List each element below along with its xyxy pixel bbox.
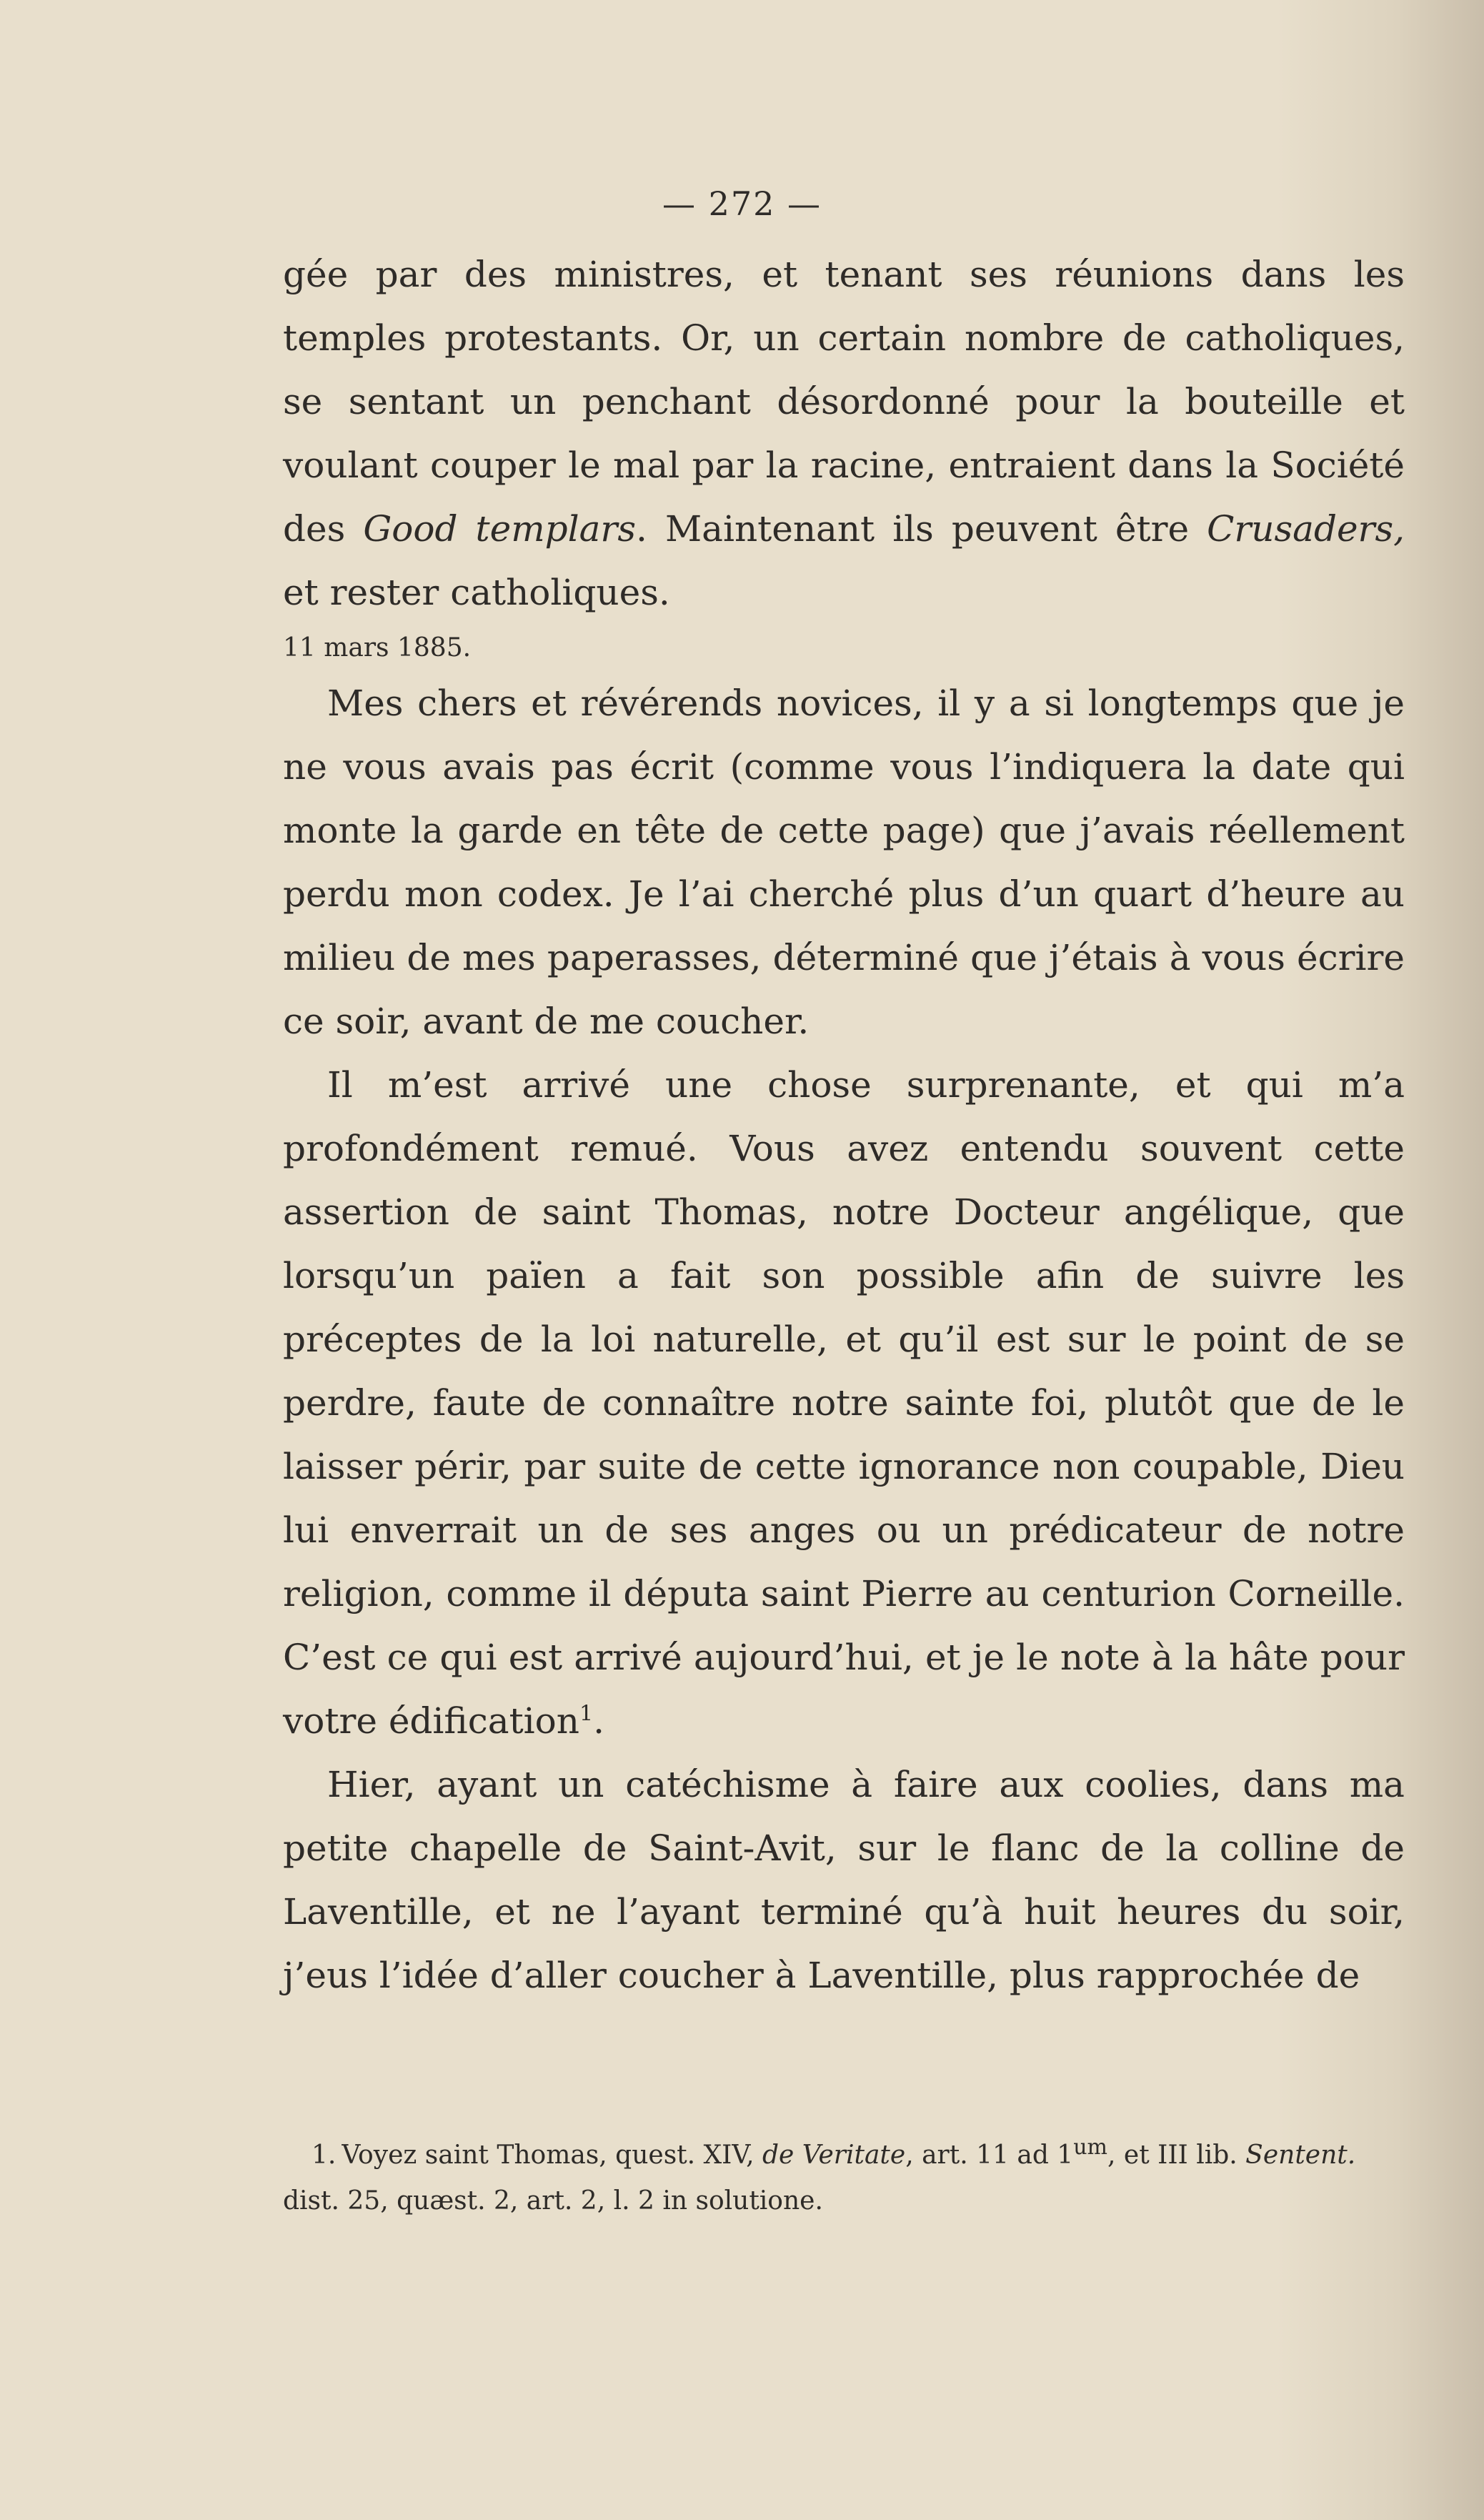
paragraph-3: [283, 1053, 1405, 1753]
footnote-text-a: Voyez saint Thomas, quest. XIV,: [342, 2140, 762, 2170]
paragraph-3-text: Il m’est arrivé une chose surprenante, et qui m’a profondément remué. Vous avez entendu souvent cette assertion de saint Thomas, notre Docteur angélique, que lorsqu’un païen a fait son possible afin de suivre les préceptes de la loi naturelle, et qu’il est sur le point de se perdre, faute de connaître notre sainte foi, plutôt que de le laisser périr, par suite de cette ignorance non coupable, Dieu lui enverrait un de ses anges ou un prédicateur de notre religion, comme il députa saint Pierre au centurion Corneille. C’est ce qui est arrivé aujourd’hui, et je le note à la hâte pour votre édification: [283, 1064, 1405, 1742]
paragraph-4: Hier, ayant un catéchisme à faire aux coolies, dans ma petite chapelle de Saint-Avit, sur le flanc de la colline de Laventille, et ne l’ayant terminé qu’à huit heures du soir, j’eus l’idée d’aller coucher à Laventille, plus rapprochée de: [283, 1764, 1405, 1996]
footnote-italic-de-veritate: de Veritate: [762, 2140, 906, 2170]
footnote-reference[interactable]: 1: [579, 1701, 594, 1727]
paragraph-1-text-b: . Maintenant ils peuvent être: [636, 508, 1207, 550]
italic-good-templars: Good templars: [363, 508, 636, 550]
footnote-text-d: dist. 25, quæst. 2, art. 2, l. 2 in solutione.: [283, 2186, 823, 2216]
page-number: — 272 —: [662, 184, 822, 223]
footnote-text-b: , art. 11 ad 1: [905, 2140, 1074, 2170]
italic-crusaders: Crusaders,: [1207, 508, 1405, 550]
footnote-1: [283, 2133, 1405, 2224]
paragraph-3-end: .: [593, 1700, 604, 1742]
body-text: [283, 243, 1405, 2008]
paragraph-2: Mes chers et révérends novices, il y a si longtemps que je ne vous avais pas écrit (comme vous l’indiquera la date qui monte la garde en tête de cette page) que j’avais réellement perdu mon codex. Je l’ai cherché plus d’un quart d’heure au milieu de mes paperasses, déterminé que j’étais à vous écrire ce soir, avant de me coucher.: [283, 683, 1405, 1042]
footnote-label: 1.: [312, 2140, 337, 2170]
footnote-text-c: , et III lib.: [1107, 2140, 1246, 2170]
paragraph-1-text-c: et rester catholiques.: [283, 572, 670, 613]
footnotes: [283, 2133, 1405, 2224]
paragraph-1: [283, 243, 1405, 625]
footnote-italic-sentent: Sentent.: [1245, 2140, 1356, 2170]
footnote-superscript: um: [1073, 2135, 1107, 2160]
entry-date: 11 mars 1885.: [283, 633, 472, 663]
paragraph-1-text-a: gée par des ministres, et tenant ses réunions dans les temples protestants. Or, un certain nombre de catholiques, se sentant un penchant désordonné pour la bouteille et voulant couper le mal par la racine, entraient dans la Société des: [283, 254, 1405, 550]
